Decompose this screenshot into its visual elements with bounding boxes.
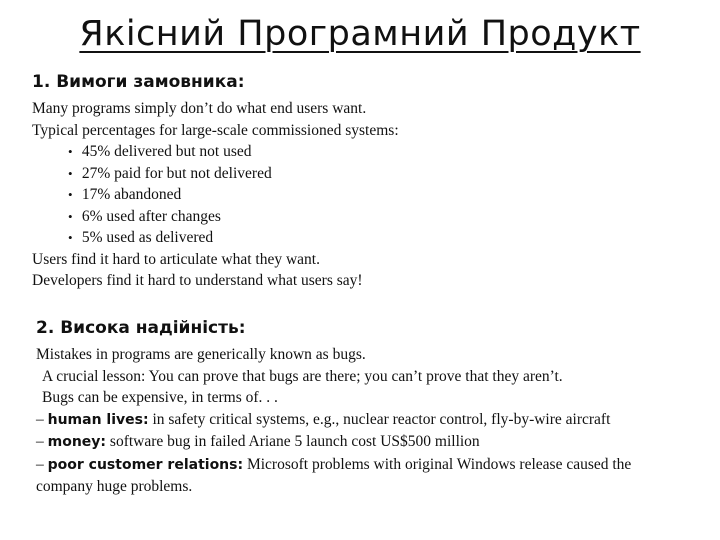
cost-label: human lives:: [47, 411, 149, 428]
bullet-icon: •: [68, 230, 73, 245]
percentages-list: [32, 141, 712, 249]
list-item: • 6% used after changes: [68, 206, 712, 228]
cost-item: – human lives: in safety critical systems, e.g., nuclear reactor control, fly-by-wire aircraft: [36, 410, 611, 428]
bullet-icon: •: [68, 165, 73, 181]
list-item: • 5% used as delivered: [68, 227, 712, 249]
bullet-icon: •: [68, 187, 73, 202]
list-item: • 27% paid for but not delivered: [68, 163, 712, 185]
outro-text: Users find it hard to articulate what they want.: [32, 250, 320, 268]
cost-item: – poor customer relations: Microsoft problems with original Windows release caused the company huge problems.: [36, 455, 632, 495]
bullet-icon: •: [68, 208, 73, 224]
body-text: Bugs can be expensive, in terms of. . .: [42, 389, 278, 406]
section-heading: 2. Висока надійність:: [36, 318, 246, 338]
list-item: • 17% abandoned: [68, 184, 712, 206]
body-text: Mistakes in programs are generically known as bugs.: [36, 346, 366, 363]
section-high-reliability: [36, 318, 716, 498]
section-heading: 1. Вимоги замовника:: [32, 72, 245, 92]
cost-label: poor customer relations:: [47, 456, 244, 473]
list-item: • 45% delivered but not used: [68, 141, 712, 163]
slide-title: Якісний Програмний Продукт: [79, 14, 641, 54]
body-text: A crucial lesson: You can prove that bugs are there; you can’t prove that they aren’t.: [42, 367, 563, 385]
bullet-icon: •: [68, 144, 73, 159]
cost-label: money:: [47, 434, 107, 450]
cost-item: – money: software bug in failed Ariane 5 launch cost US$500 million: [36, 433, 480, 450]
lead-text: Typical percentages for large-scale commissioned systems:: [32, 121, 399, 139]
intro-text: Many programs simply don’t do what end users want.: [32, 100, 367, 117]
section-customer-requirements: [32, 72, 712, 292]
outro-text: Developers find it hard to understand what users say!: [32, 272, 363, 289]
